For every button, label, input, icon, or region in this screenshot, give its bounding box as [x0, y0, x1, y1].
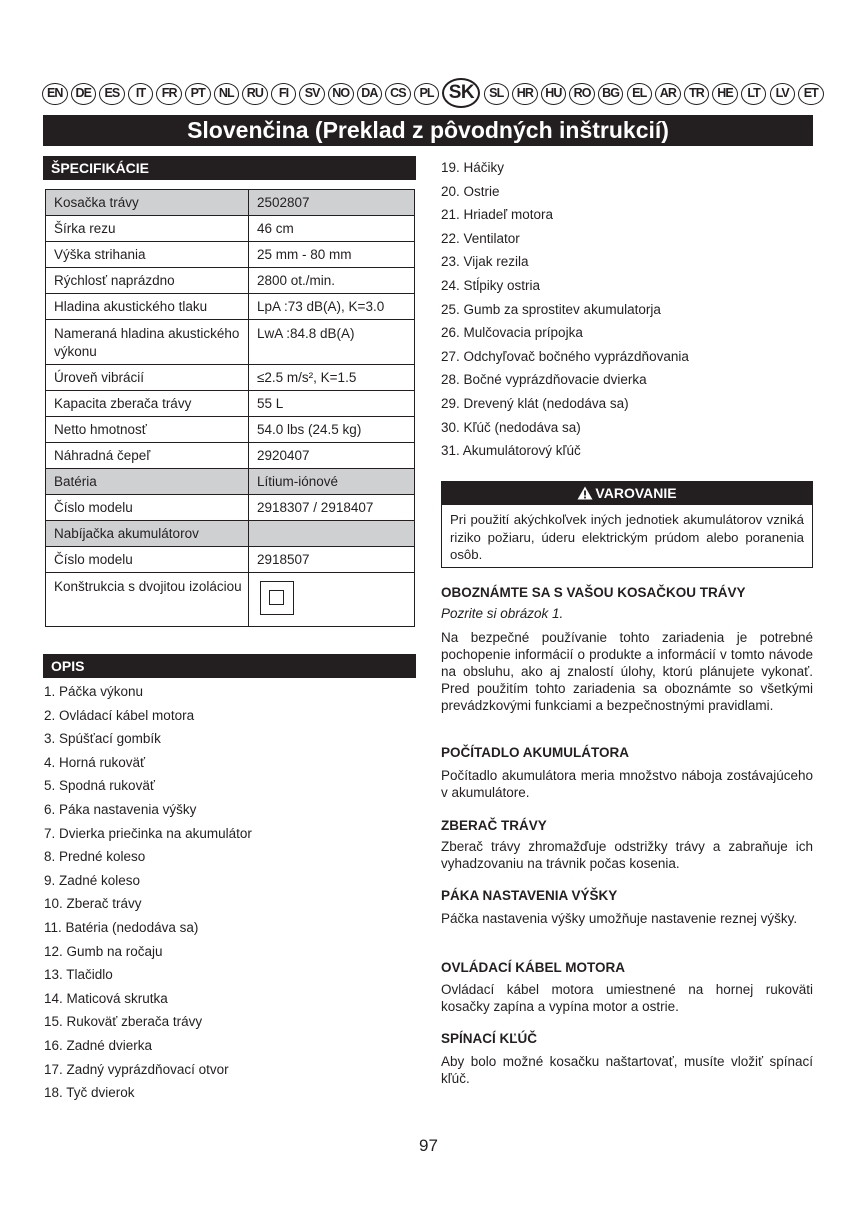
- list-item: 25. Gumb za sprostitev akumulatorja: [441, 301, 661, 317]
- spec-label: Nabíjačka akumulátorov: [46, 521, 249, 547]
- section-text: Zberač trávy zhromažďuje odstrižky trávy a zabraňuje ich vyhadzovaniu na trávnik počas kosenia.: [441, 839, 813, 871]
- lang-tab-pl[interactable]: PL: [414, 83, 440, 105]
- list-item: 31. Akumulátorový kľúč: [441, 443, 581, 459]
- spec-value: 55 L: [249, 391, 415, 417]
- spec-table: [45, 189, 415, 627]
- spec-value: [249, 573, 415, 627]
- lang-tab-sv[interactable]: SV: [299, 83, 325, 105]
- section-heading: SPÍNACÍ KĽÚČ: [441, 1031, 538, 1046]
- list-item: 14. Maticová skrutka: [44, 990, 168, 1006]
- table-row: [46, 495, 415, 521]
- lang-tab-cs[interactable]: CS: [385, 83, 411, 105]
- list-item: 15. Rukoväť zberača trávy: [44, 1014, 203, 1030]
- spec-label: Rýchlosť naprázdno: [46, 268, 249, 294]
- lang-tab-bg[interactable]: BG: [598, 83, 624, 105]
- spec-label: Hladina akustického tlaku: [46, 294, 249, 320]
- table-row: [46, 320, 415, 365]
- spec-label: Kosačka trávy: [46, 190, 249, 216]
- spec-label: Číslo modelu: [46, 547, 249, 573]
- section-heading: OVLÁDACÍ KÁBEL MOTORA: [441, 960, 626, 975]
- warning-header: [441, 481, 813, 505]
- lang-tab-hr[interactable]: HR: [512, 83, 538, 105]
- list-item: 20. Ostrie: [441, 183, 500, 199]
- section-heading: ZBERAČ TRÁVY: [441, 818, 547, 833]
- warning-heading: VAROVANIE: [595, 485, 677, 501]
- lang-tab-en[interactable]: EN: [42, 83, 68, 105]
- section-text: Aby bolo možné kosačku naštartovať, musíte vložiť spínací kľúč.: [441, 1054, 813, 1086]
- language-tabs: [42, 81, 818, 107]
- lang-tab-ro[interactable]: RO: [569, 83, 595, 105]
- double-insulation-icon: [260, 581, 294, 615]
- table-row: [46, 242, 415, 268]
- spec-value: LwA :84.8 dB(A): [249, 320, 415, 365]
- list-item: 28. Bočné vyprázdňovacie dvierka: [441, 372, 647, 388]
- lang-tab-lv[interactable]: LV: [770, 83, 796, 105]
- list-item: 7. Dvierka priečinka na akumulátor: [44, 825, 252, 841]
- table-row: [46, 443, 415, 469]
- section-text: Na bezpečné používanie tohto zariadenia je potrebné pochopenie informácií o produkte a informácií v tomto návode na obsluhu, ako aj znalostí úlohy, ktorú plánujete vykonať. Pred použitím tohto zariadenia sa oboznámte so všetkými prevádzkovými funkciami a bezpečnostnými pravidlami.: [441, 630, 813, 713]
- lang-tab-nl[interactable]: NL: [214, 83, 240, 105]
- page-number: 97: [419, 1136, 438, 1155]
- spec-label: Číslo modelu: [46, 495, 249, 521]
- list-item: 27. Odchyľovač bočného vyprázdňovania: [441, 348, 689, 364]
- list-item: 19. Háčiky: [441, 160, 505, 175]
- list-item: 13. Tlačidlo: [44, 967, 113, 983]
- spec-value: 2918507: [249, 547, 415, 573]
- spec-value: 2918307 / 2918407: [249, 495, 415, 521]
- spec-label: Úroveň vibrácií: [46, 365, 249, 391]
- list-item: 4. Horná rukoväť: [44, 754, 146, 770]
- lang-tab-sl[interactable]: SL: [484, 83, 510, 105]
- lang-tab-ru[interactable]: RU: [242, 83, 268, 105]
- lang-tab-hu[interactable]: HU: [541, 83, 567, 105]
- list-item: 24. Stĺpiky ostria: [441, 277, 541, 293]
- lang-tab-fr[interactable]: FR: [156, 83, 182, 105]
- table-row: [46, 547, 415, 573]
- spec-label: Batéria: [46, 469, 249, 495]
- lang-tab-sk[interactable]: SK: [442, 78, 480, 108]
- spec-label: Náhradná čepeľ: [46, 443, 249, 469]
- parts-list-right: [441, 158, 689, 465]
- list-item: 26. Mulčovacia prípojka: [441, 325, 583, 341]
- spec-value: 46 cm: [249, 216, 415, 242]
- lang-tab-ar[interactable]: AR: [655, 83, 681, 105]
- spec-label: Netto hmotnosť: [46, 417, 249, 443]
- table-row: [46, 521, 415, 547]
- list-item: 23. Vijak rezila: [441, 254, 529, 270]
- list-item: 18. Tyč dvierok: [44, 1085, 135, 1101]
- list-item: 8. Predné koleso: [44, 849, 146, 865]
- spec-label: Šírka rezu: [46, 216, 249, 242]
- lang-tab-de[interactable]: DE: [71, 83, 97, 105]
- list-item: 12. Gumb na ročaju: [44, 943, 163, 959]
- spec-label: Konštrukcia s dvojitou izoláciou: [46, 573, 249, 627]
- section-heading: POČÍTADLO AKUMULÁTORA: [441, 745, 629, 760]
- page-title: Slovenčina (Preklad z pôvodných inštrukcií): [43, 115, 813, 146]
- section-heading: PÁKA NASTAVENIA VÝŠKY: [441, 888, 618, 903]
- lang-tab-pt[interactable]: PT: [185, 83, 211, 105]
- spec-label: Výška strihania: [46, 242, 249, 268]
- list-item: 5. Spodná rukoväť: [44, 778, 155, 794]
- list-item: 22. Ventilator: [441, 230, 520, 246]
- lang-tab-lt[interactable]: LT: [741, 83, 767, 105]
- table-row: [46, 190, 415, 216]
- spec-label: Kapacita zberača trávy: [46, 391, 249, 417]
- spec-value: 25 mm - 80 mm: [249, 242, 415, 268]
- spec-value: LpA :73 dB(A), K=3.0: [249, 294, 415, 320]
- section-text: Ovládací kábel motora umiestnené na hornej rukoväti kosačky zapína a vypína motor a ostrie.: [441, 982, 813, 1014]
- spec-value: 2920407: [249, 443, 415, 469]
- table-row: [46, 216, 415, 242]
- figure-note: Pozrite si obrázok 1.: [441, 606, 564, 621]
- list-item: 3. Spúšťací gombík: [44, 731, 161, 747]
- lang-tab-el[interactable]: EL: [627, 83, 653, 105]
- list-item: 10. Zberač trávy: [44, 896, 142, 912]
- lang-tab-tr[interactable]: TR: [684, 83, 710, 105]
- table-row: [46, 391, 415, 417]
- list-item: 11. Batéria (nedodáva sa): [44, 919, 199, 935]
- spec-heading: ŠPECIFIKÁCIE: [43, 156, 416, 180]
- list-item: 29. Drevený klát (nedodáva sa): [441, 395, 629, 411]
- list-item: 6. Páka nastavenia výšky: [44, 801, 197, 817]
- lang-tab-fi[interactable]: FI: [271, 83, 297, 105]
- section-text: Počítadlo akumulátora meria množstvo náboja zostávajúceho v akumulátore.: [441, 768, 813, 800]
- spec-value: 2502807: [249, 190, 415, 216]
- lang-tab-no[interactable]: NO: [328, 83, 354, 105]
- table-row: [46, 469, 415, 495]
- table-row: [46, 365, 415, 391]
- spec-value: Lítium-iónové: [249, 469, 415, 495]
- spec-value: ≤2.5 m/s², K=1.5: [249, 365, 415, 391]
- table-row: [46, 268, 415, 294]
- list-item: 21. Hriadeľ motora: [441, 207, 553, 223]
- parts-list-left: [44, 682, 252, 1107]
- section-heading: OBOZNÁMTE SA S VAŠOU KOSAČKOU TRÁVY: [441, 585, 746, 600]
- warning-icon: [577, 486, 593, 500]
- warning-text: Pri použití akýchkoľvek iných jednotiek akumulátorov vzniká riziko požiaru, úderu elektrickým prúdom alebo poranenia osôb.: [441, 505, 813, 568]
- table-row: [46, 573, 415, 627]
- lang-tab-et[interactable]: ET: [798, 83, 824, 105]
- table-row: [46, 417, 415, 443]
- table-row: [46, 294, 415, 320]
- list-item: 16. Zadné dvierka: [44, 1037, 153, 1053]
- list-item: 30. Kľúč (nedodáva sa): [441, 419, 581, 435]
- spec-value: 2800 ot./min.: [249, 268, 415, 294]
- list-item: 2. Ovládací kábel motora: [44, 707, 195, 723]
- spec-label: Nameraná hladina akustického výkonu: [46, 320, 249, 365]
- lang-tab-es[interactable]: ES: [99, 83, 125, 105]
- spec-value: 54.0 lbs (24.5 kg): [249, 417, 415, 443]
- section-text: Páčka nastavenia výšky umožňuje nastavenie reznej výšky.: [441, 911, 798, 926]
- lang-tab-he[interactable]: HE: [712, 83, 738, 105]
- list-item: 1. Páčka výkonu: [44, 684, 144, 699]
- list-item: 17. Zadný vyprázdňovací otvor: [44, 1061, 229, 1077]
- opis-heading: OPIS: [43, 654, 416, 678]
- lang-tab-da[interactable]: DA: [357, 83, 383, 105]
- spec-value: [249, 521, 415, 547]
- lang-tab-it[interactable]: IT: [128, 83, 154, 105]
- list-item: 9. Zadné koleso: [44, 872, 141, 888]
